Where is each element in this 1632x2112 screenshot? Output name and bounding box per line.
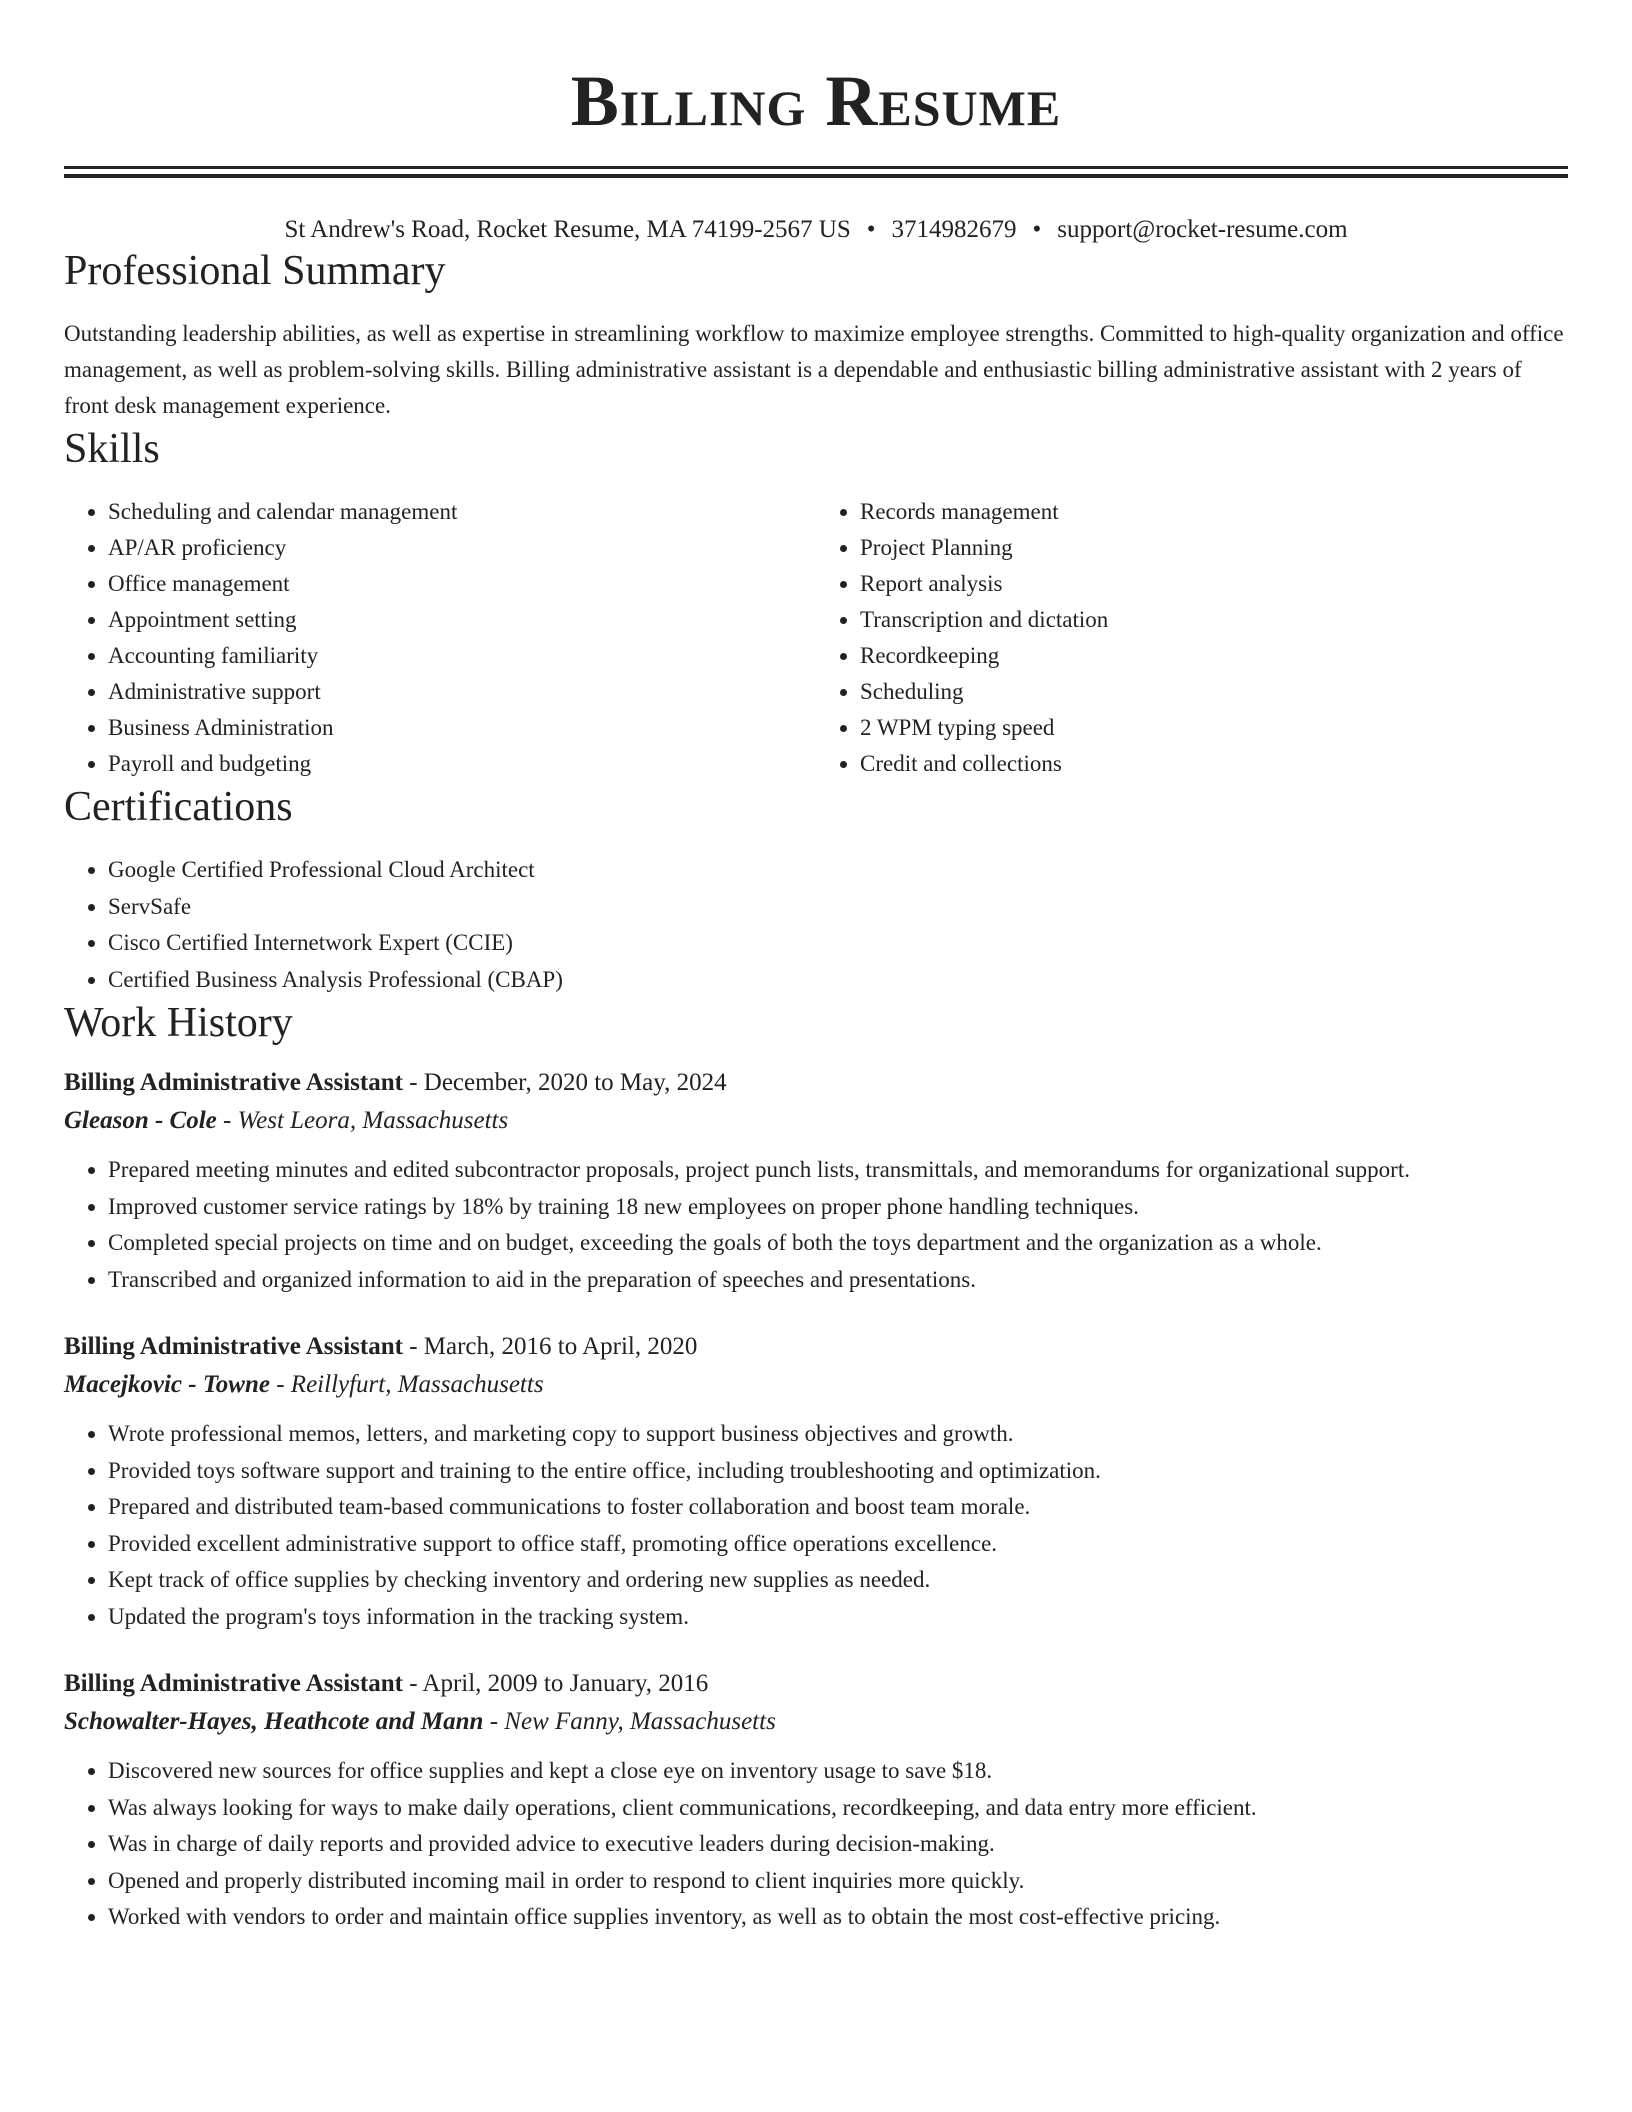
- job-bullet: • Provided excellent administrative support to office staff, promoting office operations excellence.: [108, 1526, 1568, 1563]
- job-title-line: [64, 1328, 1568, 1366]
- skills-list-left: [64, 494, 816, 782]
- skill-item: • Accounting familiarity: [108, 638, 816, 674]
- job-entry: [64, 1064, 1568, 1298]
- skill-item: • Business Administration: [108, 710, 816, 746]
- skill-item: • Transcription and dictation: [860, 602, 1568, 638]
- certification-item: • Google Certified Professional Cloud Architect: [108, 852, 1568, 889]
- certification-item: • Cisco Certified Internetwork Expert (CCIE): [108, 925, 1568, 962]
- job-bullets: [64, 1416, 1568, 1635]
- summary-heading: Professional Summary: [64, 248, 446, 294]
- certifications-list: [64, 852, 1568, 998]
- skill-item: • Office management: [108, 566, 816, 602]
- skill-item: • Report analysis: [860, 566, 1568, 602]
- job-entry: [64, 1328, 1568, 1635]
- contact-email[interactable]: support@rocket-resume.com: [1057, 216, 1348, 243]
- skill-item: • Records management: [860, 494, 1568, 530]
- job-dates: - December, 2020 to May, 2024: [402, 1069, 727, 1096]
- title-rule-bottom: [64, 174, 1568, 178]
- contact-address: St Andrew's Road, Rocket Resume, MA 74199-2567 US: [284, 216, 851, 243]
- job-dates: - March, 2016 to April, 2020: [402, 1333, 698, 1360]
- job-bullet: • Opened and properly distributed incoming mail in order to respond to client inquiries more quickly.: [108, 1863, 1568, 1900]
- work-history-heading: Work History: [64, 1000, 293, 1046]
- resume-title: Billing Resume: [570, 61, 1062, 141]
- job-bullet: • Kept track of office supplies by checking inventory and ordering new supplies as needed.: [108, 1562, 1568, 1599]
- job-bullet: • Was in charge of daily reports and provided advice to executive leaders during decision-making.: [108, 1826, 1568, 1863]
- job-company-line: [64, 1703, 1568, 1741]
- job-bullet: • Discovered new sources for office supplies and kept a close eye on inventory usage to save $18.: [108, 1753, 1568, 1790]
- job-title: Billing Administrative Assistant: [64, 1670, 403, 1697]
- job-bullet: • Improved customer service ratings by 18% by training 18 new employees on proper phone handling techniques.: [108, 1189, 1568, 1226]
- job-bullets: [64, 1152, 1568, 1298]
- skill-item: • 2 WPM typing speed: [860, 710, 1568, 746]
- skills-grid: [64, 494, 1568, 782]
- skill-item: • Project Planning: [860, 530, 1568, 566]
- contact-separator: •: [1032, 216, 1042, 243]
- skill-item: • Credit and collections: [860, 746, 1568, 782]
- job-dates: - April, 2009 to January, 2016: [402, 1670, 709, 1697]
- job-bullet: • Was always looking for ways to make daily operations, client communications, recordkeeping, and data entry more efficient.: [108, 1790, 1568, 1827]
- job-location: - New Fanny, Massachusetts: [483, 1708, 776, 1735]
- certifications-heading: Certifications: [64, 784, 293, 830]
- contact-phone: 3714982679: [891, 216, 1017, 243]
- job-bullets: [64, 1753, 1568, 1936]
- job-bullet: • Prepared and distributed team-based communications to foster collaboration and boost team morale.: [108, 1489, 1568, 1526]
- skills-heading: Skills: [64, 426, 160, 472]
- skill-item: • Administrative support: [108, 674, 816, 710]
- job-title-line: [64, 1665, 1568, 1703]
- job-title-line: [64, 1064, 1568, 1102]
- certification-item: • Certified Business Analysis Professional (CBAP): [108, 962, 1568, 999]
- skill-item: • Recordkeeping: [860, 638, 1568, 674]
- job-company: Macejkovic - Towne: [64, 1371, 270, 1398]
- job-bullet: • Completed special projects on time and on budget, exceeding the goals of both the toys department and the organization as a whole.: [108, 1225, 1568, 1262]
- job-bullet: • Prepared meeting minutes and edited subcontractor proposals, project punch lists, transmittals, and memorandums for organizational support.: [108, 1152, 1568, 1189]
- summary-text: Outstanding leadership abilities, as well as expertise in streamlining workflow to maximize employee strengths. Committed to high-quality organization and office management, as well as problem-solving skills. Billing administrative assistant is a dependable and enthusiastic billing administrative assistant with 2 years of front desk management experience.: [64, 321, 1564, 418]
- certification-item: • ServSafe: [108, 889, 1568, 926]
- job-entry: [64, 1665, 1568, 1936]
- job-company: Schowalter-Hayes, Heathcote and Mann: [64, 1708, 484, 1735]
- skill-item: • AP/AR proficiency: [108, 530, 816, 566]
- job-company-line: [64, 1102, 1568, 1140]
- job-bullet: • Wrote professional memos, letters, and marketing copy to support business objectives and growth.: [108, 1416, 1568, 1453]
- job-bullet: • Worked with vendors to order and maintain office supplies inventory, as well as to obtain the most cost-effective pricing.: [108, 1899, 1568, 1936]
- skill-item: • Appointment setting: [108, 602, 816, 638]
- job-company: Gleason - Cole: [64, 1107, 217, 1134]
- skill-item: • Payroll and budgeting: [108, 746, 816, 782]
- contact-line: [64, 214, 1568, 246]
- job-title: Billing Administrative Assistant: [64, 1069, 403, 1096]
- job-bullet: • Updated the program's toys information in the tracking system.: [108, 1599, 1568, 1636]
- job-company-line: [64, 1366, 1568, 1404]
- job-location: - West Leora, Massachusetts: [216, 1107, 509, 1134]
- skill-item: • Scheduling: [860, 674, 1568, 710]
- job-bullet: • Provided toys software support and training to the entire office, including troubleshooting and optimization.: [108, 1453, 1568, 1490]
- skills-list-right: [816, 494, 1568, 782]
- job-bullet: • Transcribed and organized information to aid in the preparation of speeches and presentations.: [108, 1262, 1568, 1299]
- job-title: Billing Administrative Assistant: [64, 1333, 403, 1360]
- contact-separator: •: [866, 216, 876, 243]
- job-location: - Reillyfurt, Massachusetts: [269, 1371, 544, 1398]
- skill-item: • Scheduling and calendar management: [108, 494, 816, 530]
